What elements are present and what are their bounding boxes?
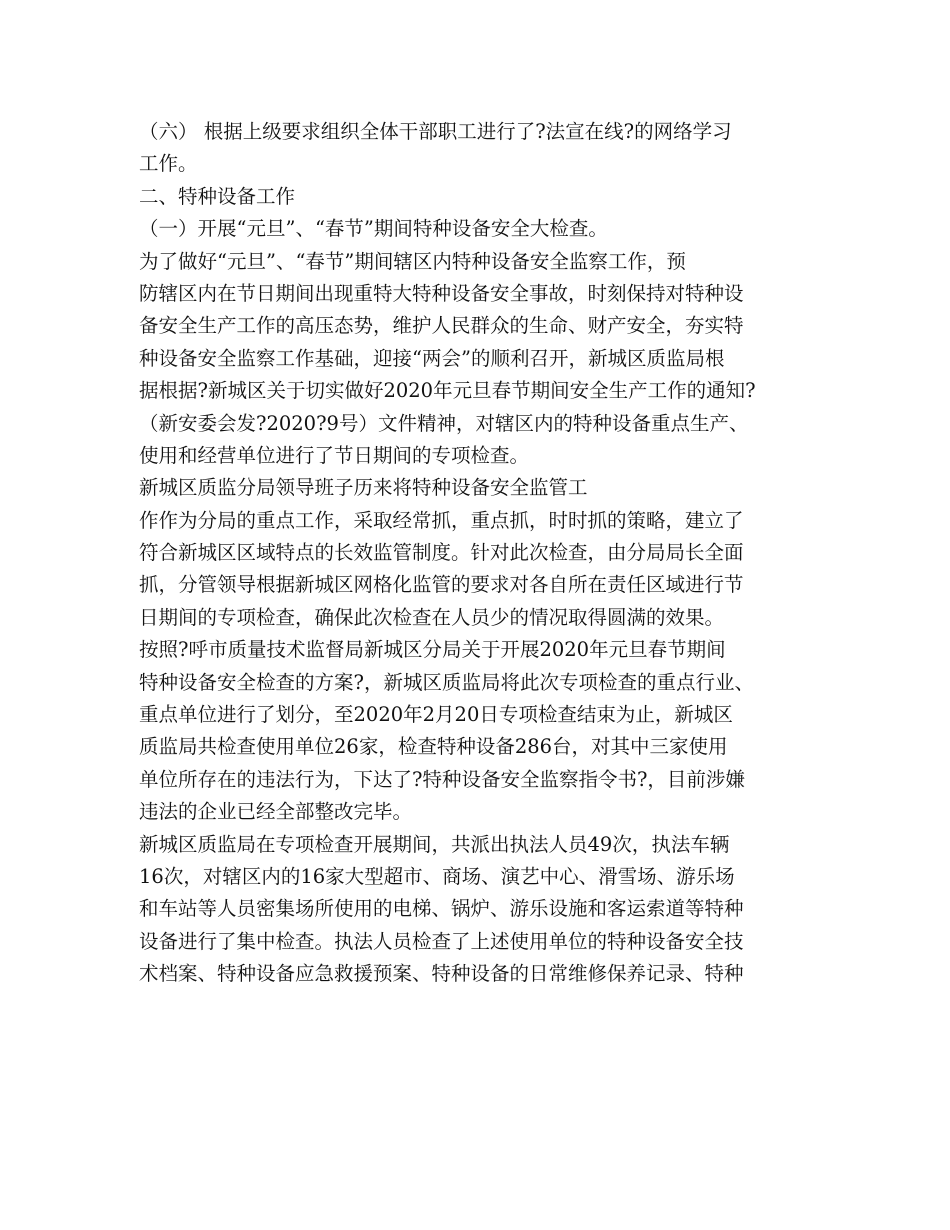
text-line: 使用和经营单位进行了节日期间的专项检查。: [139, 443, 530, 467]
text-line: 重点单位进行了划分，至2020年2月20日专项检查结束为止，新城区: [139, 703, 733, 727]
text-line: 防辖区内在节日期间出现重特大特种设备安全事故，时刻保持对特种设: [139, 281, 744, 305]
text-line: 术档案、特种设备应急救援预案、特种设备的日常维修保养记录、特种: [139, 962, 744, 986]
text-line: 符合新城区区域特点的长效监管制度。针对此次检查，由分局局长全面: [139, 541, 744, 565]
text-line: 抓，分管领导根据新城区网格化监管的要求对各自所在责任区域进行节: [139, 573, 744, 597]
text-line: （新安委会发?2020?9号）文件精神，对辖区内的特种设备重点生产、: [139, 411, 749, 435]
text-line: 工作。: [139, 152, 198, 176]
text-line: 据根据?新城区关于切实做好2020年元旦春节期间安全生产工作的通知?: [139, 379, 756, 403]
text-line: 备安全生产工作的高压态势，维护人民群众的生命、财产安全，夯实特: [139, 314, 744, 338]
text-line: （六） 根据上级要求组织全体干部职工进行了?法宣在线?的网络学习: [139, 120, 732, 143]
text-line: 日期间的专项检查，确保此次检查在人员少的情况取得圆满的效果。: [139, 605, 725, 629]
text-line: 16次，对辖区内的16家大型超市、商场、演艺中心、滑雪场、游乐场: [139, 864, 735, 888]
text-line: 按照?呼市质量技术监督局新城区分局关于开展2020年元旦春节期间: [139, 638, 726, 662]
text-line: 为了做好“元旦”、“春节”期间辖区内特种设备安全监察工作，预: [139, 249, 686, 273]
text-line: 质监局共检查使用单位26家，检查特种设备286台，对其中三家使用: [139, 735, 728, 759]
text-line: 设备进行了集中检查。执法人员检查了上述使用单位的特种设备安全技: [139, 929, 744, 953]
text-line: 单位所存在的违法行为，下达了?特种设备安全监察指令书?，目前涉嫌: [139, 767, 745, 791]
text-line: 种设备安全监察工作基础，迎接“两会”的顺利召开，新城区质监局根: [139, 346, 725, 370]
text-line: 特种设备安全检查的方案?，新城区质监局将此次专项检查的重点行业、: [139, 670, 754, 694]
document-body: [139, 116, 819, 991]
text-line: 违法的企业已经全部整改完毕。: [139, 800, 413, 824]
text-line: 和车站等人员密集场所使用的电梯、锅炉、游乐设施和客运索道等特种: [139, 897, 744, 921]
section-heading: 二、特种设备工作: [139, 184, 296, 208]
subsection-heading: （一）开展“元旦”、“春节”期间特种设备安全大检查。: [139, 217, 608, 241]
text-line: 新城区质监分局领导班子历来将特种设备安全监管工: [139, 476, 588, 500]
text-line: 作作为分局的重点工作，采取经常抓，重点抓，时时抓的策略，建立了: [139, 508, 744, 532]
text-line: 新城区质监局在专项检查开展期间，共派出执法人员49次，执法车辆: [139, 832, 730, 856]
